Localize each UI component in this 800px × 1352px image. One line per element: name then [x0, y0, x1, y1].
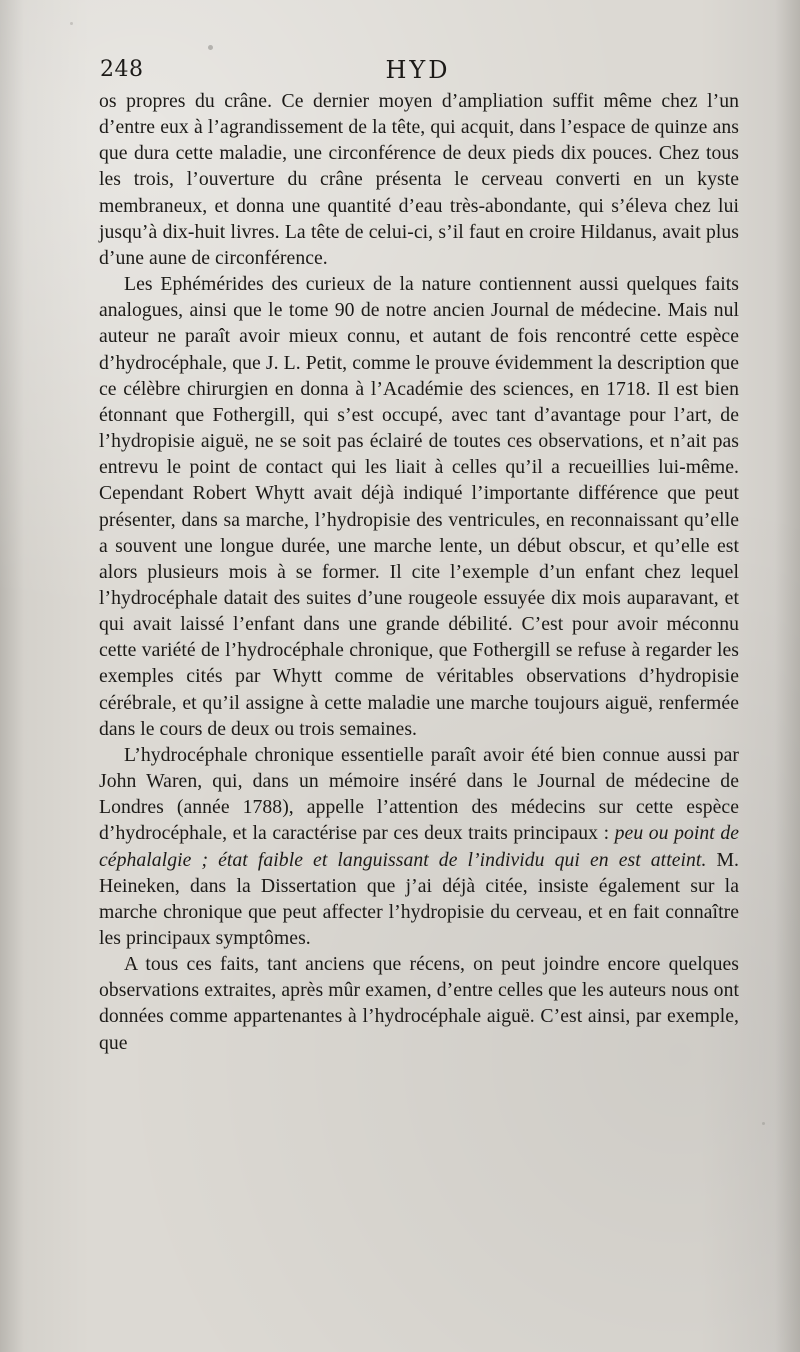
paragraph [99, 951, 739, 1056]
italic-quote: peu ou point de céphalalgie ; état faible et languissant de l’individu qui en est atteint. [99, 822, 739, 871]
paragraph-text: Les Ephémérides des curieux de la nature contiennent aussi quelques faits analogues, ainsi que le tome 90 de notre ancien Journal de médecine. Mais nul auteur ne paraît avoir mieux connu, et autant de fois rencontré cette espèce d’hydrocéphale, que J. L. Petit, comme le prouve évidemment la description que ce célèbre chirurgien en donna à l’Académie des sciences, en 1718. Il est bien étonnant que Fothergill, qui s’est occupé, avec tant d’avantage pour l’art, de l’hydropisie aiguë, ne se soit pas éclairé de toutes ces observations, et n’ait pas entrevu le point de contact qui les liait à celles qu’il a recueillies lui-même. Cependant Robert Whytt avait déjà indiqué l’importante différence que peut présenter, dans sa marche, l’hydropisie des ventricules, en reconnaissant qu’elle a souvent une longue durée, une marche lente, un début obscur, et qu’elle est alors plusieurs mois à se former. Il cite l’exemple d’un enfant chez lequel l’hydrocéphale datait des suites d’une rougeole essuyée dix mois auparavant, et qui avait laissé l’enfant dans une grande débilité. C’est pour avoir méconnu cette variété de l’hydrocéphale chronique, que Fothergill se refuse à regarder les exemples cités par Whytt comme de véritables observations d’hydropisie cérébrale, et qu’il assigne à cette maladie une marche toujours aiguë, renfermée dans le cours de deux ou trois semaines. [99, 273, 739, 740]
body-text [99, 88, 739, 1056]
paper-speck [762, 1122, 765, 1125]
paragraph [99, 88, 739, 271]
paragraph-text: os propres du crâne. Ce dernier moyen d’ampliation suffit même chez l’un d’entre eux à l’agrandissement de la tête, qui acquit, dans l’espace de quinze ans que dura cette maladie, une circonférence de deux pieds dix pouces. Chez tous les trois, l’ouverture du crâne présenta le cerveau converti en un kyste membraneux, et donna une quantité d’eau très-abondante, qui s’éleva chez lui jusqu’à dix-huit livres. La tête de celui-ci, s’il faut en croire Hildanus, avait plus d’une aune de circonférence. [99, 90, 739, 269]
paragraph [99, 271, 739, 742]
paragraph-text: A tous ces faits, tant anciens que récens, on peut joindre encore quelques observations extraites, après mûr examen, d’entre celles que les auteurs nous ont données comme appartenantes à l’hydrocéphale aiguë. C’est ainsi, par exemple, que [99, 953, 739, 1054]
paragraph [99, 742, 739, 951]
running-head: HYD [385, 56, 451, 84]
paragraph-text: L’hydrocéphale chronique essentielle paraît avoir été bien connue aussi par John Waren, qui, dans un mémoire inséré dans le Journal de médecine de Londres (année 1788), appelle l’attention des médecins sur cette espèce d’hydrocéphale, et la caractérise par ces deux traits principaux : [99, 743, 739, 845]
page-header [96, 56, 740, 88]
paper-speck [208, 45, 213, 50]
paper-speck [70, 22, 73, 25]
paragraph-text: M. Heineken, dans la Dissertation que j’ai déjà citée, insiste également sur la marche chronique que peut affecter l’hydropisie du cerveau, et en fait connaître les principaux symptômes. [99, 848, 739, 949]
page-number: 248 [100, 57, 144, 82]
